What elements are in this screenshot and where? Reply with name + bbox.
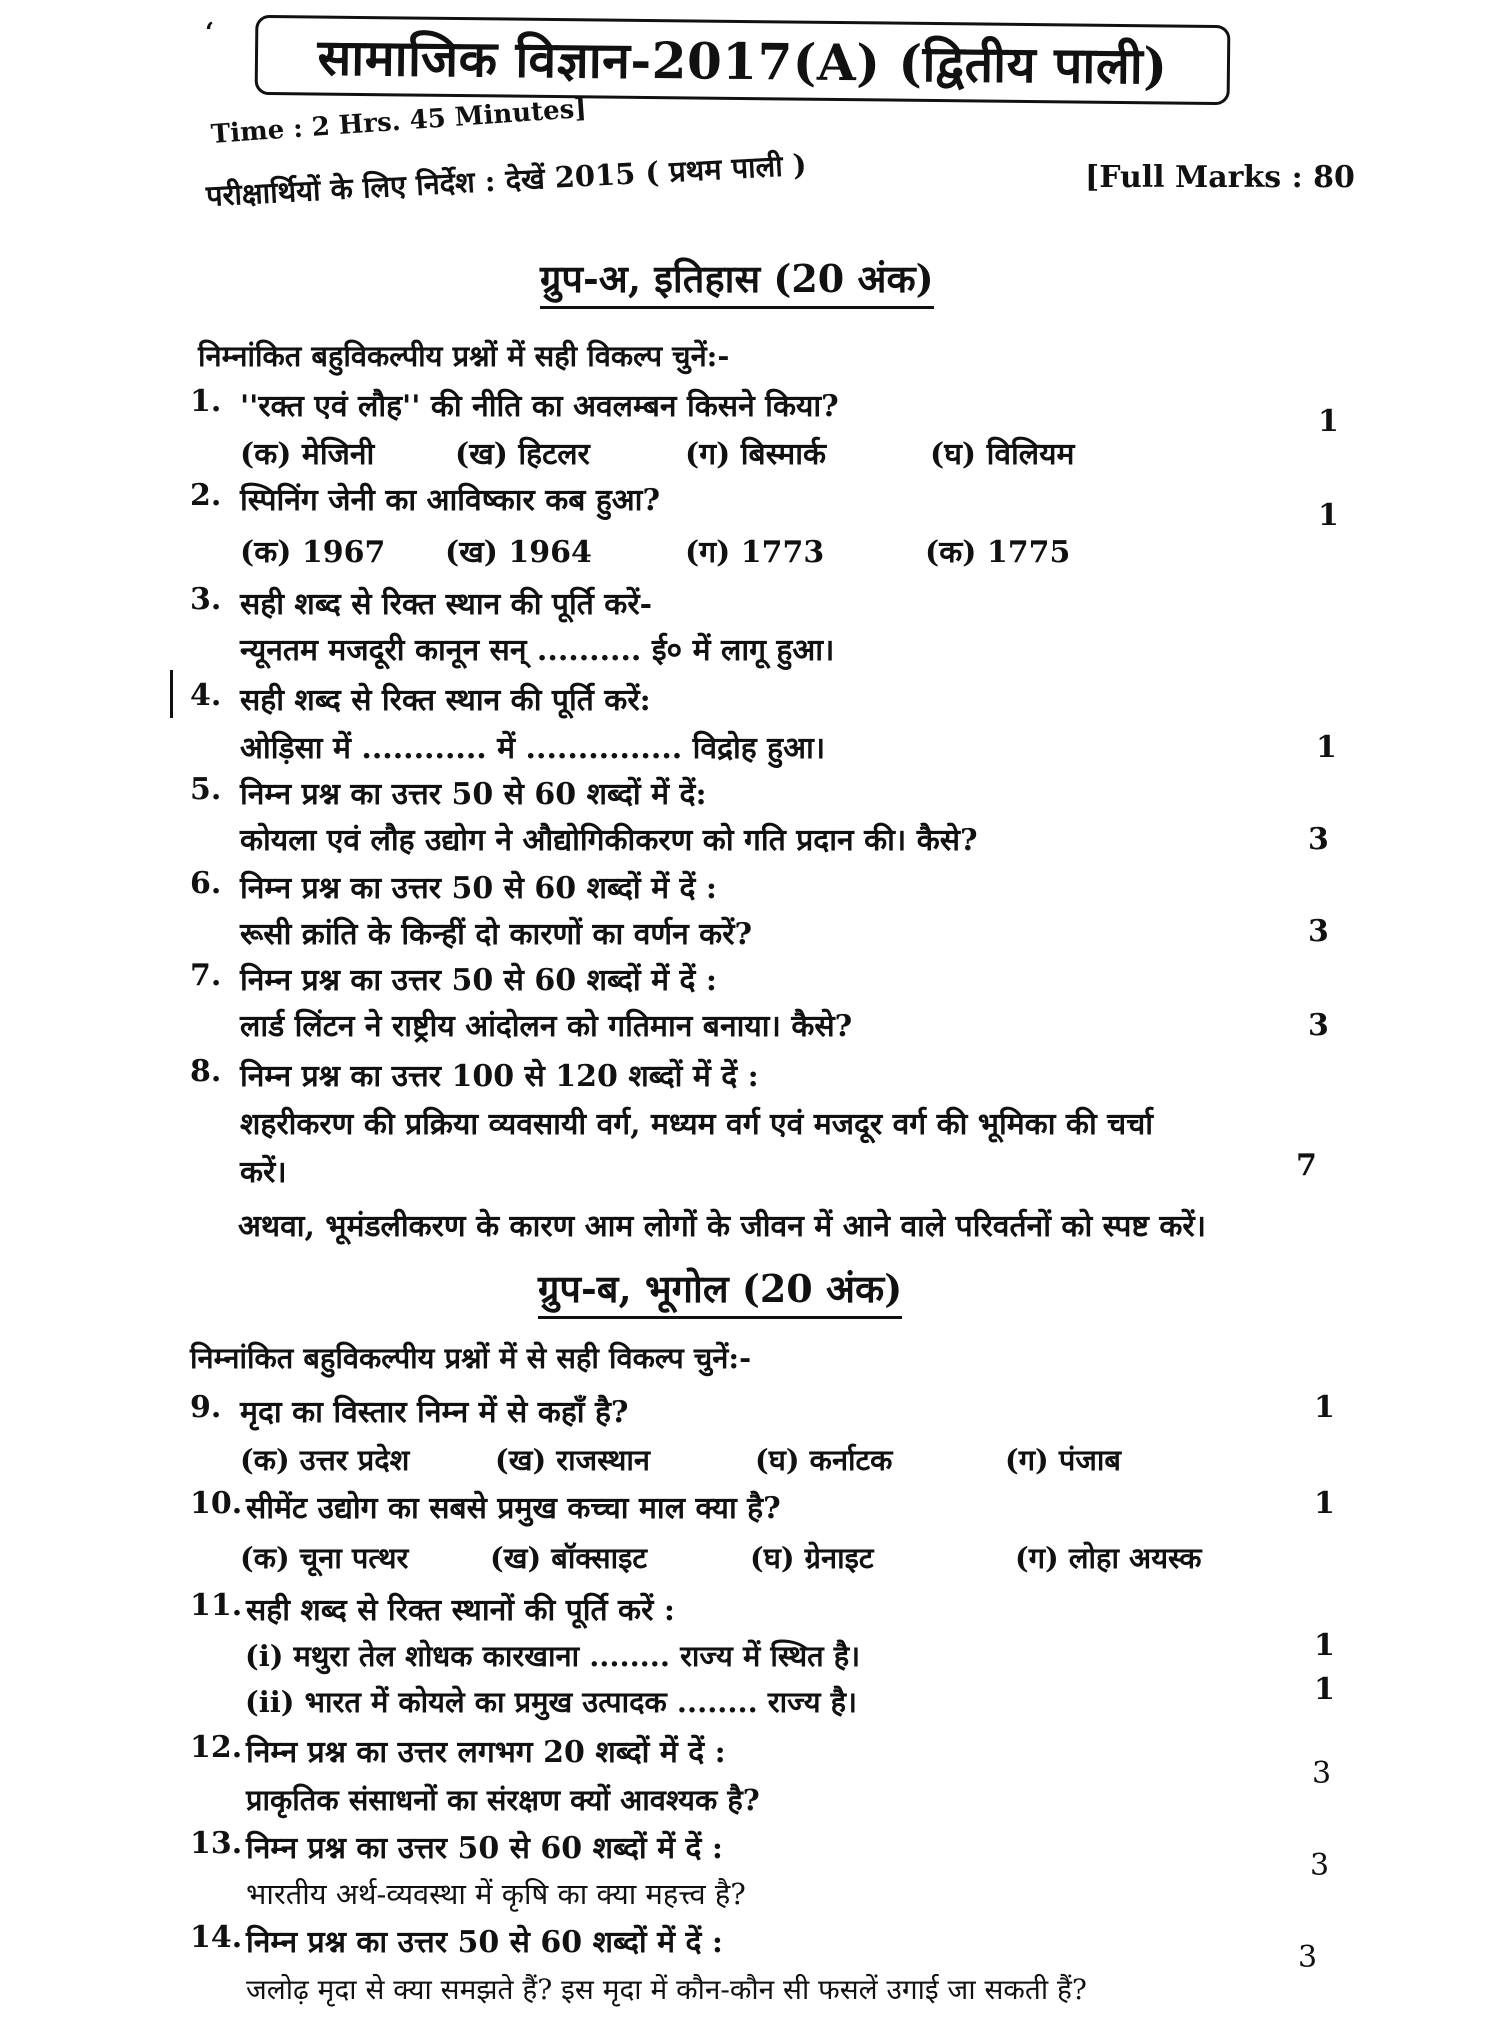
question-number: 9. — [190, 1390, 222, 1425]
question-number: 8. — [190, 1054, 222, 1089]
question-alternative: अथवा, भूमंडलीकरण के कारण आम लोगों के जीवन में आने वाले परिवर्तनों को स्पष्ट करें। — [238, 1209, 1207, 1244]
sub-question-i: (i) मथुरा तेल शोधक कारखाना ........ राज्य में स्थित है। — [245, 1639, 861, 1673]
question-subtext-cont: करें। — [240, 1155, 287, 1190]
question-text: सही शब्द से रिक्त स्थानों की पूर्ति करें : — [246, 1593, 675, 1628]
question-text: निम्न प्रश्न का उत्तर 50 से 60 शब्दों में दें : — [240, 963, 717, 998]
stray-mark: ‘ — [205, 18, 215, 48]
question-subtext: भारतीय अर्थ-व्यवस्था में कृषि का क्या महत्त्व है? — [246, 1877, 746, 1911]
question-subtext: न्यूनतम मजदूरी कानून सन् .......... ई० में लागू हुआ। — [240, 633, 835, 668]
question-text: सही शब्द से रिक्त स्थान की पूर्ति करें: — [240, 683, 651, 718]
group-b-instruction: निम्नांकित बहुविकल्पीय प्रश्नों में से सही विकल्प चुनें:- — [190, 1341, 752, 1375]
question-text: सही शब्द से रिक्त स्थान की पूर्ति करें- — [240, 587, 653, 622]
question-number: 1. — [190, 384, 222, 419]
margin-mark — [170, 670, 173, 718]
question-marks: 1 — [1316, 730, 1337, 765]
candidate-instructions: परीक्षार्थियों के लिए निर्देश : देखें 2015 ( प्रथम पाली ) — [205, 147, 808, 213]
option: (क) मेजिनी — [240, 437, 375, 472]
question-text: निम्न प्रश्न का उत्तर 50 से 60 शब्दों में दें : — [240, 871, 717, 906]
question-number: 6. — [190, 866, 222, 901]
question-subtext: प्राकृतिक संसाधनों का संरक्षण क्यों आवश्यक है? — [246, 1783, 760, 1817]
question-number: 14. — [190, 1920, 243, 1955]
question-number: 4. — [190, 678, 222, 713]
question-text: मृदा का विस्तार निम्न में से कहाँ है? — [240, 1395, 629, 1430]
option: (ख) राजस्थान — [495, 1443, 650, 1477]
question-text: निम्न प्रश्न का उत्तर 50 से 60 शब्दों में दें : — [246, 1831, 723, 1866]
question-number: 12. — [190, 1730, 243, 1765]
question-marks: 3 — [1310, 1848, 1330, 1883]
question-number: 2. — [190, 478, 222, 513]
question-subtext: शहरीकरण की प्रक्रिया व्यवसायी वर्ग, मध्यम वर्ग एवं मजदूर वर्ग की भूमिका की चर्चा — [240, 1107, 1154, 1142]
question-subtext: जलोढ़ मृदा से क्या समझते हैं? इस मृदा में कौन-कौन सी फसलें उगाई जा सकती हैं? — [246, 1973, 1087, 2006]
option: (घ) कर्नाटक — [755, 1443, 893, 1477]
option: (ग) पंजाब — [1005, 1443, 1121, 1477]
question-text: स्पिनिंग जेनी का आविष्कार कब हुआ? — [240, 483, 661, 518]
option: (क) 1775 — [925, 535, 1071, 570]
option: (ख) 1964 — [445, 535, 592, 570]
option: (घ) ग्रेनाइट — [750, 1541, 874, 1575]
question-text: ''रक्त एवं लौह'' की नीति का अवलम्बन किसने किया? — [240, 389, 839, 424]
option: (क) उत्तर प्रदेश — [240, 1443, 410, 1477]
question-subtext: ओड़िसा में ............ में ............... विद्रोह हुआ। — [240, 731, 826, 766]
question-number: 7. — [190, 958, 222, 993]
option: (ग) 1773 — [685, 535, 825, 570]
option: (घ) विलियम — [930, 437, 1075, 472]
option: (ग) लोहा अयस्क — [1015, 1541, 1202, 1575]
question-text: सीमेंट उद्योग का सबसे प्रमुख कच्चा माल क्या है? — [246, 1491, 781, 1526]
question-subtext: कोयला एवं लौह उद्योग ने औद्योगिकीकरण को गति प्रदान की। कैसे? — [240, 823, 978, 858]
question-marks: 3 — [1308, 822, 1329, 857]
option: (ख) हिटलर — [455, 437, 590, 472]
question-marks: 1 — [1314, 1486, 1335, 1521]
title-box — [255, 15, 1231, 105]
question-marks: 1 — [1318, 498, 1339, 533]
question-text: निम्न प्रश्न का उत्तर 50 से 60 शब्दों में दें : — [246, 1925, 723, 1960]
question-marks: 1 — [1314, 1628, 1335, 1663]
option: (ग) बिस्मार्क — [685, 437, 827, 472]
question-text: निम्न प्रश्न का उत्तर 100 से 120 शब्दों में दें : — [240, 1059, 759, 1094]
sub-question-ii: (ii) भारत में कोयले का प्रमुख उत्पादक ........ राज्य है। — [245, 1685, 858, 1719]
question-subtext: रूसी क्रांति के किन्हीं दो कारणों का वर्णन करें? — [240, 917, 753, 952]
option: (क) 1967 — [240, 535, 386, 570]
question-number: 10. — [190, 1486, 243, 1521]
question-text: निम्न प्रश्न का उत्तर 50 से 60 शब्दों में दें: — [240, 777, 707, 812]
question-number: 11. — [190, 1588, 243, 1623]
question-marks: 3 — [1308, 914, 1329, 949]
group-a-instruction: निम्नांकित बहुविकल्पीय प्रश्नों में सही विकल्प चुनें:- — [198, 339, 730, 373]
question-text: निम्न प्रश्न का उत्तर लगभग 20 शब्दों में दें : — [246, 1735, 726, 1770]
option: (ख) बॉक्साइट — [490, 1541, 647, 1575]
question-marks: 1 — [1314, 1672, 1335, 1707]
group-b-heading: ग्रुप-ब, भूगोल (20 अंक) — [538, 1262, 902, 1319]
question-number: 3. — [190, 582, 222, 617]
question-marks: 3 — [1308, 1008, 1329, 1043]
question-subtext: लार्ड लिंटन ने राष्ट्रीय आंदोलन को गतिमान बनाया। कैसे? — [240, 1009, 853, 1044]
question-marks: 1 — [1314, 1390, 1335, 1425]
question-number: 13. — [190, 1826, 243, 1861]
question-marks: 3 — [1312, 1756, 1332, 1791]
full-marks: [Full Marks : 80 — [1085, 160, 1355, 195]
question-marks: 7 — [1296, 1148, 1317, 1183]
option: (क) चूना पत्थर — [240, 1541, 409, 1575]
time-allowed: Time : 2 Hrs. 45 Minutes] — [210, 93, 588, 150]
question-marks: 1 — [1318, 404, 1339, 439]
page-title: सामाजिक विज्ञान-2017(A) (द्वितीय पाली) — [317, 27, 1168, 96]
question-marks: 3 — [1298, 1940, 1318, 1975]
question-number: 5. — [190, 772, 222, 807]
group-a-heading: ग्रुप-अ, इतिहास (20 अंक) — [540, 252, 934, 309]
